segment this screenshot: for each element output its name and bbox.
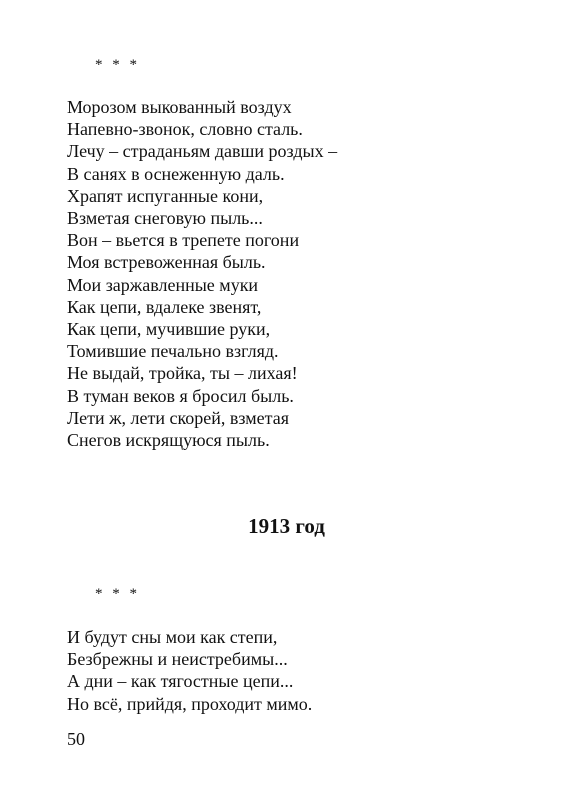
poem-line: Не выдай, тройка, ты – лихая! xyxy=(67,363,298,384)
poem-line: Лети ж, лети скорей, взметая xyxy=(67,407,290,428)
poem-line: А дни – как тягостные цепи... xyxy=(67,671,294,692)
poem-line: Моя встревоженная быль. xyxy=(67,252,266,273)
poem-1 xyxy=(67,96,527,451)
poem-line: И будут сны мои как степи, xyxy=(67,627,278,647)
poem-line: Как цепи, вдалеке звенят, xyxy=(67,296,262,317)
page-number: 50 xyxy=(67,729,85,749)
poem-line: В санях в оснеженную даль. xyxy=(67,163,285,184)
poem-line: Как цепи, мучившие руки, xyxy=(67,319,271,340)
poem-line: Снегов искрящуюся пыль. xyxy=(67,430,270,451)
poem-line: Лечу – страданьям давши роздых – xyxy=(67,141,338,162)
poem-line: Мои заржавленные муки xyxy=(67,274,259,295)
poem-line: Но всё, прийдя, проходит мимо. xyxy=(67,693,313,714)
poem-line: Морозом выкованный воздух xyxy=(67,97,292,117)
poem-line: Напевно-звонок, словно сталь. xyxy=(67,119,303,140)
section-title: 1913 год xyxy=(248,514,325,538)
poem-2 xyxy=(67,626,527,715)
poem-line: В туман веков я бросил быль. xyxy=(67,385,294,406)
poem-line: Вон – вьется в трепете погони xyxy=(67,230,300,251)
poem-line: Безбрежны и неистребимы... xyxy=(67,649,288,670)
poem-separator-stars: * * * xyxy=(95,586,140,602)
poem-line: Взметая снеговую пыль... xyxy=(67,208,263,229)
poem-line: Храпят испуганные кони, xyxy=(67,185,264,206)
poem-separator-stars: * * * xyxy=(95,57,140,73)
poem-line: Томившие печально взгляд. xyxy=(67,341,279,362)
